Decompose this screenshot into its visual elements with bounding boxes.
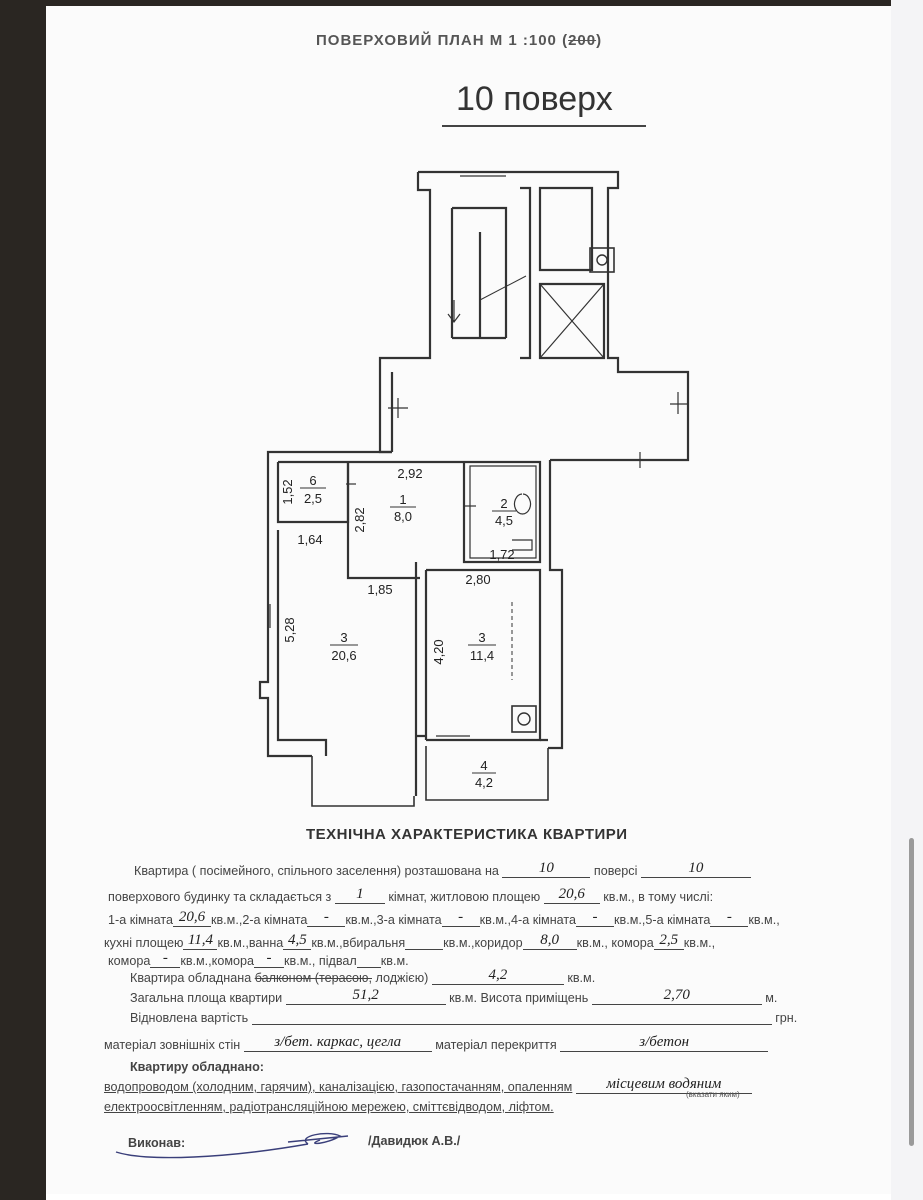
dim-1-85: 1,85: [367, 582, 393, 597]
row-materials: матеріал зовнішніх стін з/бет. каркас, цегла матеріал перекриття з/бетон: [104, 1034, 768, 1052]
dim-2-92: 2,92: [397, 466, 423, 481]
executor-name: /Давидюк А.В./: [368, 1134, 461, 1148]
struck-scale: 200: [568, 32, 597, 49]
room-5-area: 20,6: [331, 648, 357, 663]
room-1-number: 1: [399, 492, 407, 507]
dim-1-72: 1,72: [489, 547, 515, 562]
value-balcony: 4,2: [432, 967, 564, 985]
room-3-area: 11,4: [469, 648, 495, 663]
room-1-area: 8,0: [393, 509, 413, 524]
dim-4-20: 4,20: [431, 639, 446, 665]
heating-hint: (вказати яким): [686, 1090, 740, 1099]
value-height: 2,70: [592, 987, 762, 1005]
room-3-number: 3: [478, 630, 486, 645]
value-rooms-count: 1: [335, 886, 385, 904]
value-ceiling: з/бетон: [560, 1034, 768, 1052]
value-corridor: 8,0: [523, 932, 577, 950]
value-total-area: 51,2: [286, 987, 446, 1005]
room-4-number: 4: [480, 758, 488, 773]
room-4-area: 4,2: [474, 775, 494, 790]
equipment-title: Квартиру обладнано:: [130, 1060, 264, 1074]
dim-1-64: 1,64: [297, 532, 323, 547]
row-equipment-1: водопроводом (холодним, гарячим), каналізацією, газопостачанням, опаленням місцевим водяним: [104, 1076, 752, 1094]
value-room1: 20,6: [173, 909, 211, 927]
room-2-number: 2: [500, 496, 508, 511]
value-walls: з/бет. каркас, цегла: [244, 1034, 432, 1052]
signature: [108, 1122, 368, 1164]
value-kitchen: 11,4: [183, 932, 217, 950]
room-labels: [300, 473, 516, 790]
dim-2-80: 2,80: [465, 572, 491, 587]
row-total-area: Загальна площа квартири 51,2 кв.м. Висота приміщень 2,70 м.: [130, 987, 778, 1005]
row-room-areas: 1-а кімната 20,6 кв.м.,2-а кімната - кв.м.,3-а кімната - кв.м.,4-а кімната - кв.м.,5-а кімната - кв.м.,: [108, 909, 780, 927]
row-kitchen: кухні площею 11,4 кв.м.,ванна 4,5 кв.м.,вбиральня кв.м.,коридор 8,0 кв.м., комора 2,5 кв.м.,: [104, 932, 716, 950]
value-heating: місцевим водяним: [576, 1076, 752, 1094]
value-bath: 4,5: [283, 932, 311, 950]
value-storage: 2,5: [654, 932, 684, 950]
floor-label: 10 поверх: [456, 80, 613, 118]
scrollbar[interactable]: [909, 838, 914, 1146]
value-floor: 10: [502, 860, 590, 878]
tech-title: ТЕХНІЧНА ХАРАКТЕРИСТИКА КВАРТИРИ: [306, 826, 628, 843]
row-balcony: Квартира обладнана балконом (терасою, лоджією) 4,2 кв.м.: [130, 967, 596, 985]
row-storage: комора - кв.м.,комора - кв.м., підвал кв.м.: [108, 950, 409, 968]
executor-label: Виконав:: [128, 1136, 186, 1150]
row-rooms: поверхового будинку та складається з 1 кімнат, житловою площею 20,6 кв.м., в тому числі:: [108, 886, 714, 904]
room-2-area: 4,5: [494, 513, 514, 528]
row-location: Квартира ( посімейного, спільного заселення) розташована на 10 поверсі 10: [134, 860, 751, 878]
value-living-area: 20,6: [544, 886, 600, 904]
plan-title: ПОВЕРХОВИЙ ПЛАН М 1 :100 (200): [316, 32, 603, 49]
dim-2-82: 2,82: [352, 507, 367, 533]
room-6-number: 6: [309, 473, 317, 488]
row-value: Відновлена вартість грн.: [130, 1011, 798, 1025]
value-floors-total: 10: [641, 860, 751, 878]
room-6-area: 2,5: [303, 491, 323, 506]
dim-5-28: 5,28: [282, 617, 297, 643]
dim-1-52: 1,52: [280, 479, 295, 505]
room-5-number: 3: [340, 630, 348, 645]
row-equipment-2: електроосвітленням, радіотрансляційною мережею, сміттєвідводом, ліфтом.: [104, 1100, 554, 1114]
